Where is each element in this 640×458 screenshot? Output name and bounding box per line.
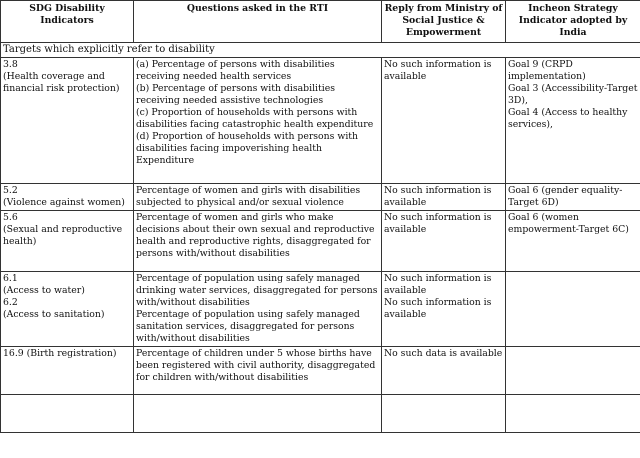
reply-text: No such information is available bbox=[384, 185, 492, 208]
header-row bbox=[1, 1, 640, 43]
incheon-text: Goal 3 (Accessibility-Target 3D), bbox=[508, 83, 638, 106]
reply-cell bbox=[382, 184, 506, 211]
indicator-label: (Violence against women) bbox=[3, 197, 125, 208]
header-reply: Reply from Ministry of Social Justice & Empowerment bbox=[382, 1, 506, 43]
empty-cell bbox=[382, 395, 506, 433]
questions-cell bbox=[134, 211, 382, 272]
incheon-cell bbox=[506, 347, 640, 395]
incheon-cell bbox=[506, 272, 640, 347]
header-incheon: Incheon Strategy Indicator adopted by India bbox=[506, 1, 640, 43]
reply-text: No such information is available bbox=[384, 212, 492, 235]
reply-cell bbox=[382, 347, 506, 395]
table-row bbox=[1, 58, 640, 184]
empty-row bbox=[1, 395, 640, 433]
section-row bbox=[1, 43, 640, 58]
indicator-cell bbox=[1, 58, 134, 184]
indicator-label: (Health coverage and financial risk protection) bbox=[3, 71, 120, 94]
incheon-text: Goal 4 (Access to healthy services), bbox=[508, 107, 628, 130]
indicator-cell bbox=[1, 272, 134, 347]
empty-cell bbox=[1, 395, 134, 433]
reply-cell bbox=[382, 211, 506, 272]
incheon-cell bbox=[506, 184, 640, 211]
question-text: Percentage of population using safely managed sanitation services, disaggregated for persons with/without disabilities bbox=[136, 309, 360, 344]
empty-cell bbox=[134, 395, 382, 433]
question-text: Percentage of population using safely managed drinking water services, disaggregated for persons with/without disabilities bbox=[136, 273, 378, 308]
indicator-code: 5.2 bbox=[3, 185, 18, 196]
question-text: (d) Proportion of households with persons with disabilities facing impoverishing health Expenditure bbox=[136, 131, 359, 166]
table-row bbox=[1, 211, 640, 272]
question-text: (c) Proportion of households with persons with disabilities facing catastrophic health expenditure bbox=[136, 107, 374, 130]
indicator-code: 3.8 bbox=[3, 59, 18, 70]
empty-cell bbox=[506, 395, 640, 433]
header-sdg: SDG Disability Indicators bbox=[1, 1, 134, 43]
question-text: (b) Percentage of persons with disabilities receiving needed assistive technologies bbox=[136, 83, 336, 106]
indicator-cell bbox=[1, 347, 134, 395]
questions-cell bbox=[134, 184, 382, 211]
indicator-label: (Access to water) bbox=[3, 285, 85, 296]
reply-text: No such information is available bbox=[384, 273, 492, 296]
question-text: Percentage of children under 5 whose births have been registered with civil authority, disaggregated for children with/without disabilities bbox=[136, 348, 376, 383]
questions-cell bbox=[134, 347, 382, 395]
table-row bbox=[1, 272, 640, 347]
indicator-code: 6.1 bbox=[3, 273, 18, 284]
incheon-cell bbox=[506, 58, 640, 184]
reply-cell bbox=[382, 58, 506, 184]
reply-text: No such information is available bbox=[384, 59, 492, 82]
incheon-text: Goal 9 (CRPD implementation) bbox=[508, 59, 586, 82]
header-questions: Questions asked in the RTI bbox=[134, 1, 382, 43]
questions-cell bbox=[134, 58, 382, 184]
questions-cell bbox=[134, 272, 382, 347]
table-row bbox=[1, 347, 640, 395]
question-text: Percentage of women and girls who make decisions about their own sexual and reproductive health and reproductive rights, disaggregated for persons with/without disabilities bbox=[136, 212, 375, 259]
indicator-code: 6.2 bbox=[3, 297, 18, 308]
indicator-label: (Sexual and reproductive health) bbox=[3, 224, 123, 247]
indicator-cell bbox=[1, 211, 134, 272]
incheon-text: Goal 6 (women empowerment-Target 6C) bbox=[508, 212, 629, 235]
table-row bbox=[1, 184, 640, 211]
section-title: Targets which explicitly refer to disability bbox=[1, 43, 640, 58]
incheon-cell bbox=[506, 211, 640, 272]
indicator-label: 16.9 (Birth registration) bbox=[3, 348, 117, 359]
incheon-text: Goal 6 (gender equality-Target 6D) bbox=[508, 185, 623, 208]
question-text: (a) Percentage of persons with disabilities receiving needed health services bbox=[136, 59, 335, 82]
reply-text: No such information is available bbox=[384, 297, 492, 320]
reply-text: No such data is available bbox=[384, 348, 503, 359]
question-text: Percentage of women and girls with disabilities subjected to physical and/or sexual violence bbox=[136, 185, 361, 208]
indicator-code: 5.6 bbox=[3, 212, 18, 223]
indicator-cell bbox=[1, 184, 134, 211]
indicator-label: (Access to sanitation) bbox=[3, 309, 105, 320]
reply-cell bbox=[382, 272, 506, 347]
